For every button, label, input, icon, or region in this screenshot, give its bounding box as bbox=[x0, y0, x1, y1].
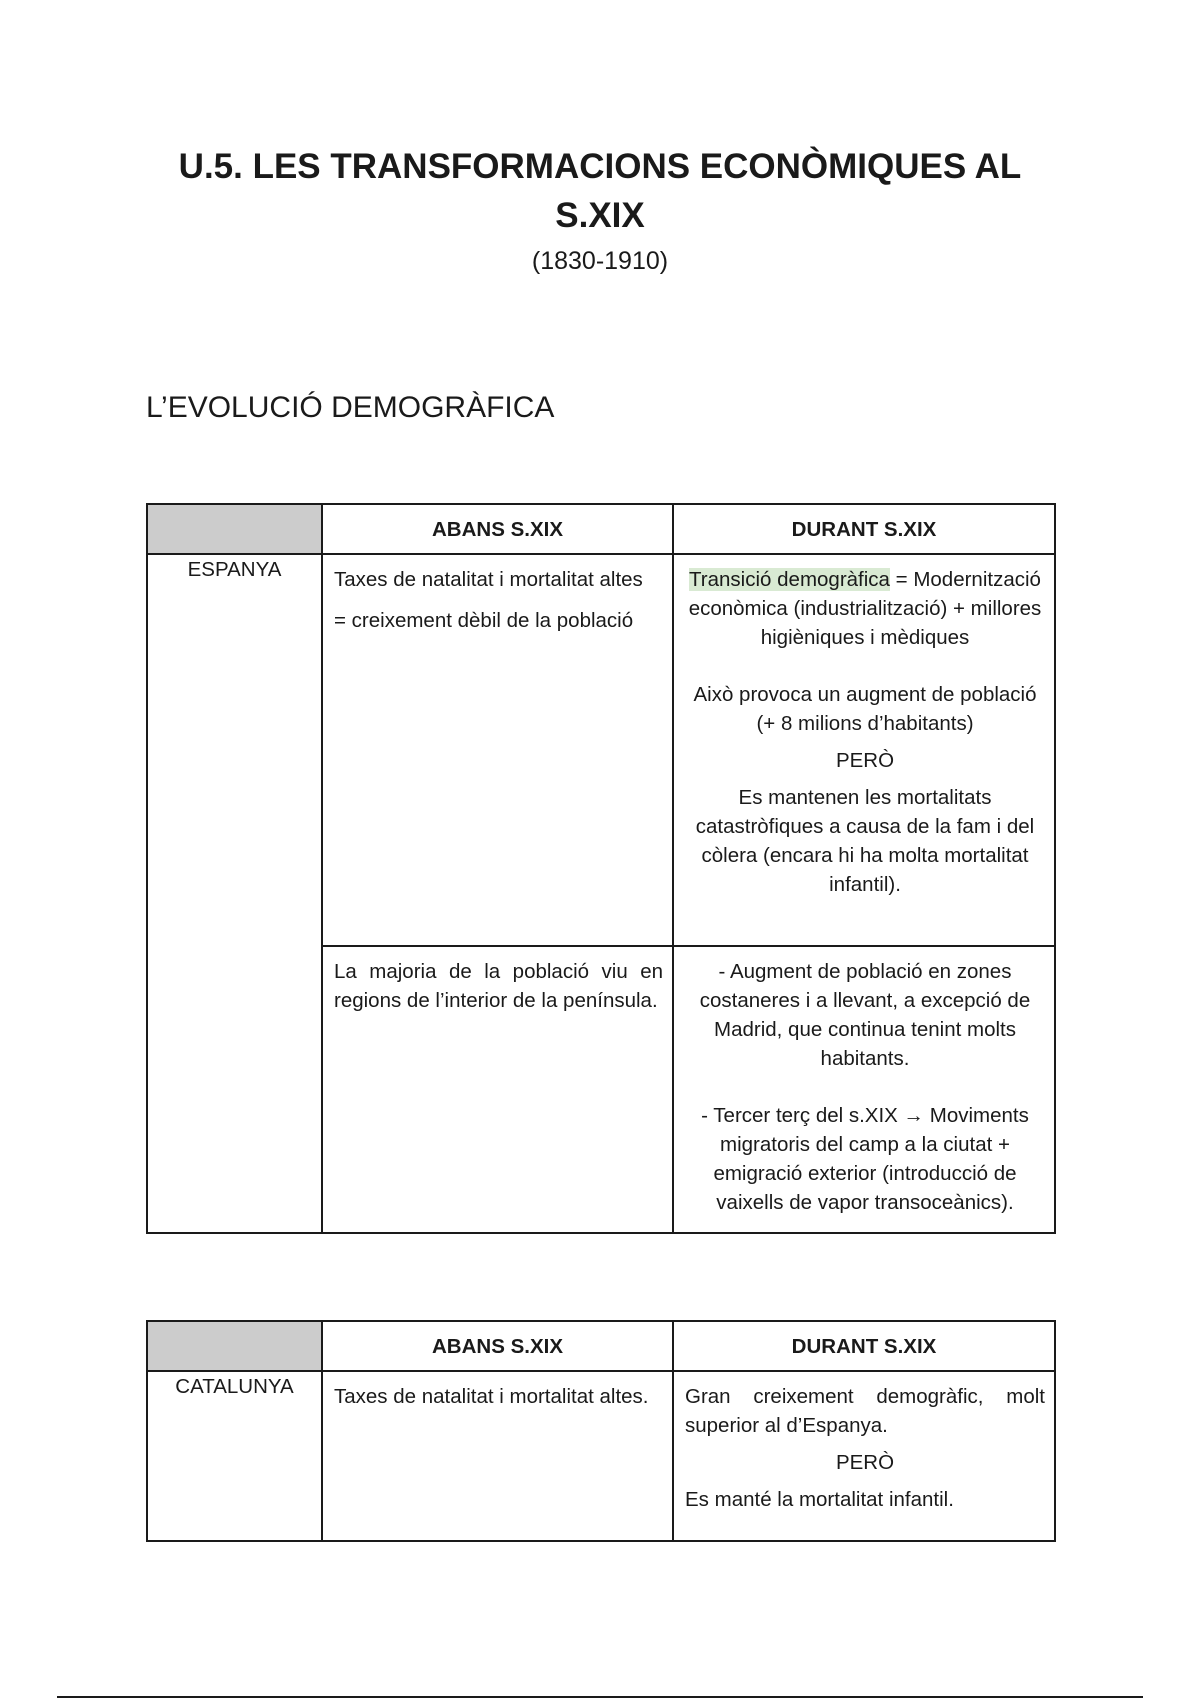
cell-text: Taxes de natalitat i mortalitat altes. bbox=[334, 1385, 649, 1408]
header-abans: ABANS S.XIX bbox=[322, 504, 673, 554]
row-label-catalunya: CATALUNYA bbox=[175, 1375, 294, 1398]
table-cell bbox=[322, 554, 673, 946]
cell-text bbox=[685, 565, 1045, 652]
table-cell bbox=[673, 554, 1055, 946]
table-header-row bbox=[147, 1321, 1055, 1371]
cell-text-rest: = Modernització econòmica (industrialització) + millores higièniques i mèdiques bbox=[688, 568, 1042, 649]
table-header-row bbox=[147, 504, 1055, 554]
title-line-1: U.5. LES TRANSFORMACIONS ECONÒMIQUES AL bbox=[178, 147, 1022, 186]
row-label-espanya: ESPANYA bbox=[187, 558, 282, 581]
cell-text: Es mantenen les mortalitats catastròfiques a causa de la fam i del còlera (encara hi ha molta mortalitat infantil). bbox=[695, 786, 1035, 896]
cell-text: La majoria de la població viu en regions de l’interior de la península. bbox=[334, 960, 663, 1012]
espanya-table bbox=[146, 503, 1056, 1234]
cell-text: Taxes de natalitat i mortalitat altes bbox=[334, 568, 643, 591]
page-divider bbox=[57, 1696, 1143, 1698]
table-cell bbox=[673, 1371, 1055, 1541]
cell-text: Es manté la mortalitat infantil. bbox=[685, 1488, 954, 1511]
table-row bbox=[147, 1371, 1055, 1541]
table-cell bbox=[673, 946, 1055, 1233]
cell-text: Gran creixement demogràfic, molt superior al d’Espanya. bbox=[685, 1385, 1045, 1437]
row-label-cell bbox=[147, 1371, 322, 1541]
title-line-2: S.XIX bbox=[555, 196, 645, 235]
header-durant: DURANT S.XIX bbox=[673, 504, 1055, 554]
header-durant: DURANT S.XIX bbox=[673, 1321, 1055, 1371]
document-title bbox=[140, 142, 1060, 240]
cell-text-pero: PERÒ bbox=[835, 749, 895, 772]
cell-text: - Tercer terç del s.XIX → Moviments migratoris del camp a la ciutat + emigració exterior (introducció de vaixells de vapor transoceànics). bbox=[701, 1104, 1029, 1214]
header-blank-cell bbox=[147, 1321, 322, 1371]
cell-text-pero: PERÒ bbox=[835, 1451, 895, 1474]
date-range: (1830-1910) bbox=[531, 247, 669, 275]
highlighted-term: Transició demogràfica bbox=[689, 568, 890, 591]
section-title: L’EVOLUCIÓ DEMOGRÀFICA bbox=[146, 391, 555, 424]
catalunya-table bbox=[146, 1320, 1056, 1542]
cell-text: = creixement dèbil de la població bbox=[334, 609, 634, 632]
row-label-cell bbox=[147, 554, 322, 1233]
table-row bbox=[147, 554, 1055, 946]
cell-text: - Augment de població en zones costaneres i a llevant, a excepció de Madrid, que continua tenint molts habitants. bbox=[699, 960, 1031, 1070]
table-cell bbox=[322, 946, 673, 1233]
header-abans: ABANS S.XIX bbox=[322, 1321, 673, 1371]
cell-text: Això provoca un augment de població (+ 8 milions d’habitants) bbox=[693, 683, 1037, 735]
table-cell bbox=[322, 1371, 673, 1541]
header-blank-cell bbox=[147, 504, 322, 554]
